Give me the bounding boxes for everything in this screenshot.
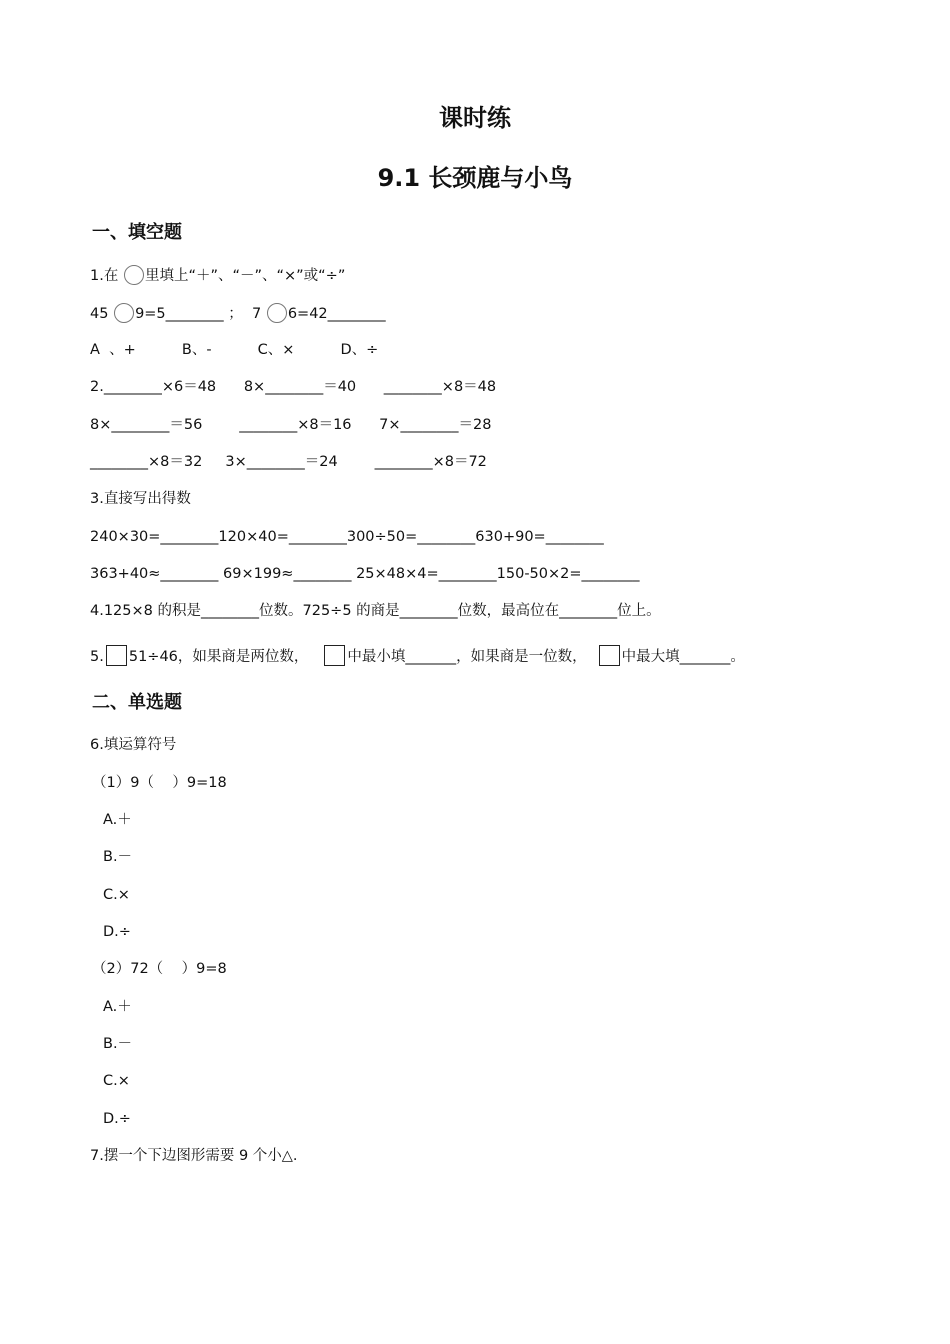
q6-p1-option-c[interactable]: C.×: [103, 887, 130, 903]
q6-title: 6.填运算符号: [90, 737, 177, 753]
q1-eq1-right: 9=5________ ； 7: [135, 306, 266, 322]
operator-circle-blank[interactable]: [124, 265, 144, 285]
digit-box-blank[interactable]: [106, 645, 127, 666]
q1-options: A 、+ B、- C、× D、÷: [90, 342, 379, 358]
page-title: 课时练: [439, 104, 511, 132]
q5-text: [90, 645, 745, 667]
q7-text: 7.摆一个下边图形需要 9 个小△.: [90, 1148, 298, 1164]
q2-row-2: 8×________＝56 ________×8＝16 7×________＝28: [90, 417, 492, 433]
q6-p2-option-b[interactable]: B.－: [103, 1036, 133, 1052]
q6-p1-option-d[interactable]: D.÷: [103, 924, 131, 940]
operator-circle-blank[interactable]: [114, 303, 134, 323]
q2-row-1: 2.________×6＝48 8×________＝40 ________×8＝48: [90, 379, 497, 395]
q6-p1-option-b[interactable]: B.－: [103, 849, 133, 865]
q1-eq1-left: 45: [90, 306, 114, 322]
q5-number: 5.: [90, 649, 104, 665]
q6-part-1: （1）9（ ）9=18: [92, 775, 227, 791]
q6-p1-option-a[interactable]: A.＋: [103, 812, 132, 828]
q6-p2-option-c[interactable]: C.×: [103, 1073, 130, 1089]
q3-row-1: 240×30=________120×40=________300÷50=________630+90=________: [90, 529, 604, 545]
q3-title: 3.直接写出得数: [90, 491, 191, 507]
q1-equations: [90, 303, 386, 324]
q6-p2-option-d[interactable]: D.÷: [103, 1111, 131, 1127]
q1-prompt: [90, 265, 345, 286]
q1-eq2-right: 6=42________: [287, 306, 386, 322]
q5-part-1: 51÷46，如果商是两位数，: [128, 649, 309, 665]
operator-circle-blank[interactable]: [267, 303, 287, 323]
q5-part-2: 中最小填_______，如果商是一位数，: [347, 649, 587, 665]
digit-box-blank[interactable]: [324, 645, 345, 666]
section-single-choice-heading: 二、单选题: [92, 692, 182, 713]
q6-p2-option-a[interactable]: A.＋: [103, 999, 132, 1015]
q5-part-3: 中最大填_______。: [621, 649, 745, 665]
section-fill-blank-heading: 一、填空题: [92, 222, 182, 243]
q2-row-3: ________×8＝32 3×________＝24 ________×8＝72: [90, 454, 487, 470]
q4-text: 4.125×8 的积是________位数。725÷5 的商是________位数，最高位在________位上。: [90, 603, 661, 619]
q1-number: 1.在: [90, 268, 123, 284]
q3-row-2: 363+40≈________ 69×199≈________ 25×48×4=________150-50×2=________: [90, 566, 640, 582]
lesson-title: 9.1 长颈鹿与小鸟: [377, 164, 573, 192]
q1-instruction: 里填上“＋”、“－”、“×”或“÷”: [144, 268, 346, 284]
q6-part-2: （2）72（ ）9=8: [92, 961, 227, 977]
digit-box-blank[interactable]: [599, 645, 620, 666]
